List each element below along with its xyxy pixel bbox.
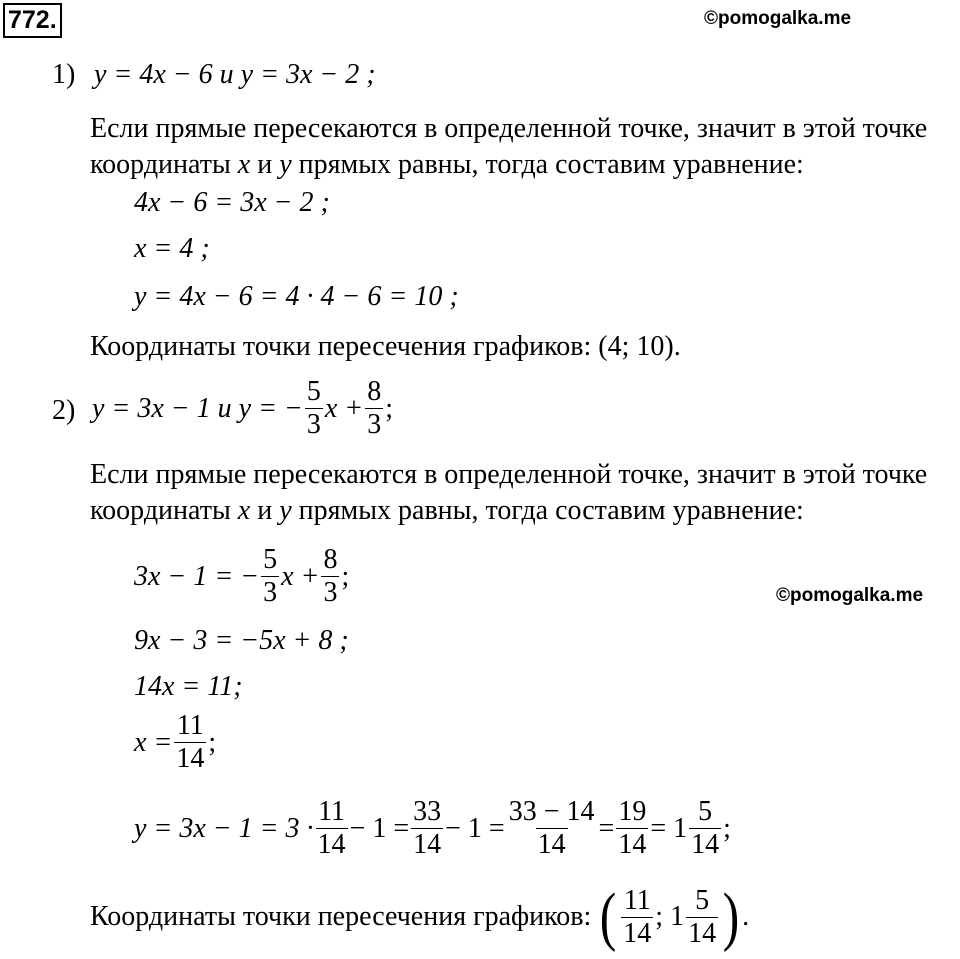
numerator: 33 <box>413 796 442 827</box>
watermark-middle: ©pomogalka.me <box>776 585 924 606</box>
part1-equation-2 <box>134 232 210 266</box>
fraction <box>316 796 348 861</box>
answer-end: . <box>742 901 750 932</box>
part2-label: 2) <box>52 395 76 426</box>
part1-eq3-text: y = 4x − 6 = 4 · 4 − 6 = 10 ; <box>134 281 459 312</box>
denominator: 3 <box>263 577 278 608</box>
denominator: 3 <box>323 577 338 608</box>
part1-explanation-line2 <box>90 148 804 182</box>
part1-answer: Координаты точки пересечения графиков: (4; 10). <box>90 331 681 362</box>
fraction <box>261 544 279 609</box>
close-paren: ) <box>722 880 740 953</box>
numerator: 5 <box>263 544 278 575</box>
part1-given-expr: y = 4x − 6 и y = 3x − 2 ; <box>94 59 376 90</box>
step5-d: = <box>598 812 615 844</box>
denominator: 14 <box>317 829 346 860</box>
denominator: 14 <box>176 743 205 774</box>
part1-var-y: y <box>279 149 292 180</box>
part2-step-1 <box>134 544 349 609</box>
part2-var-y: y <box>279 495 292 526</box>
denominator: 14 <box>618 829 647 860</box>
watermark-top: ©pomogalka.me <box>704 8 852 29</box>
part2-step-4 <box>134 710 216 775</box>
step1-a: 3x − 1 = − <box>134 560 260 592</box>
fraction <box>365 376 383 441</box>
answer-sep: ; 1 <box>655 901 685 932</box>
part2-step-5 <box>134 796 731 861</box>
numerator: 33 − 14 <box>508 796 595 827</box>
step5-b: − 1 = <box>349 812 410 844</box>
fraction <box>689 796 721 861</box>
fraction <box>686 885 718 950</box>
part1-var-x: x <box>237 149 251 180</box>
part2-explanation-line1: Если прямые пересекаются в определенной точке, значит в этой точке <box>90 459 928 490</box>
part2-step-3 <box>134 670 243 704</box>
denominator: 14 <box>537 829 566 860</box>
part1-word-coords: координаты <box>90 149 231 180</box>
part2-word-coords: координаты <box>90 495 231 526</box>
step5-a: y = 3x − 1 = 3 · <box>134 812 314 844</box>
fraction <box>507 796 597 861</box>
part1-eq2-text: x = 4 ; <box>134 233 210 264</box>
fraction <box>411 796 443 861</box>
part2-given-a: y = 3x − 1 и y = − <box>92 392 303 424</box>
fraction <box>305 376 323 441</box>
part1-eq1-text: 4x − 6 = 3x − 2 ; <box>134 187 330 218</box>
numerator: 11 <box>318 796 346 827</box>
step1-b: x + <box>281 560 320 592</box>
step1-end: ; <box>341 560 350 592</box>
numerator: 5 <box>698 796 713 827</box>
problem-number: 772. <box>3 3 62 38</box>
part2-explanation-line2 <box>90 494 804 528</box>
open-paren: ( <box>600 880 617 953</box>
step4-end: ; <box>208 726 217 758</box>
part2-word-and: и <box>257 495 273 526</box>
fraction <box>621 885 653 950</box>
denominator: 14 <box>413 829 442 860</box>
fraction <box>174 710 206 775</box>
part2-step-2 <box>134 624 349 658</box>
part1-equation-1 <box>134 186 330 220</box>
step4-a: x = <box>134 726 173 758</box>
numerator: 5 <box>306 376 321 407</box>
fraction <box>616 796 648 861</box>
part2-answer <box>90 880 750 953</box>
denominator: 14 <box>691 829 720 860</box>
numerator: 19 <box>618 796 647 827</box>
denominator: 3 <box>306 409 321 440</box>
part1-label: 1) <box>52 59 76 90</box>
part2-given-b: x + <box>324 392 364 424</box>
part2-given <box>92 376 393 441</box>
part1-given <box>94 58 376 92</box>
part2-var-x: x <box>237 495 251 526</box>
numerator: 11 <box>623 884 651 916</box>
step5-c: − 1 = <box>445 812 505 844</box>
numerator: 5 <box>695 884 710 916</box>
denominator: 14 <box>623 917 652 949</box>
step5-e: = 1 <box>650 812 688 844</box>
numerator: 8 <box>367 376 382 407</box>
part1-explanation-line1: Если прямые пересекаются в определенной точке, значит в этой точке <box>90 113 928 144</box>
numerator: 8 <box>323 544 338 575</box>
answer-text: Координаты точки пересечения графиков: <box>90 901 592 932</box>
step3-text: 14x = 11; <box>134 671 243 702</box>
step2-text: 9x − 3 = −5x + 8 ; <box>134 625 349 656</box>
step5-end: ; <box>723 812 731 844</box>
part2-given-end: ; <box>385 392 393 424</box>
fraction <box>321 544 339 609</box>
part1-equation-3 <box>134 280 459 314</box>
part2-word-rest: прямых равны, тогда составим уравнение: <box>298 495 804 526</box>
numerator: 11 <box>176 710 204 741</box>
denominator: 3 <box>367 409 382 440</box>
part1-word-rest: прямых равны, тогда составим уравнение: <box>298 149 804 180</box>
denominator: 14 <box>688 917 717 949</box>
part1-word-and: и <box>257 149 273 180</box>
